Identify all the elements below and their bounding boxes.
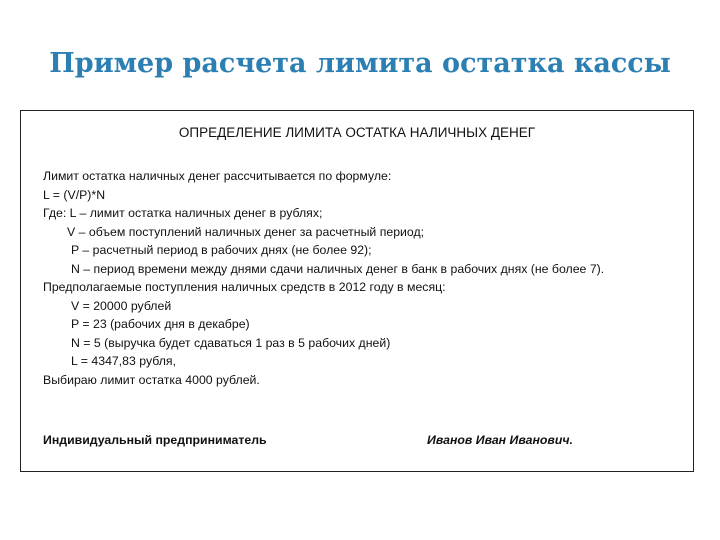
document-heading: ОПРЕДЕЛЕНИЕ ЛИМИТА ОСТАТКА НАЛИЧНЫХ ДЕНЕГ xyxy=(178,125,536,140)
value-v: V = 20000 рублей xyxy=(71,298,172,313)
formula-intro: Лимит остатка наличных денег рассчитывается по формуле: xyxy=(43,169,392,183)
signature-name: Иванов Иван Иванович. xyxy=(427,433,573,447)
definition-p: P – расчетный период в рабочих днях (не более 92); xyxy=(71,243,372,257)
signature-role: Индивидуальный предприниматель xyxy=(43,433,267,447)
slide-title: Пример расчета лимита остатка кассы xyxy=(49,48,671,79)
value-p: P = 23 (рабочих дня в декабре) xyxy=(71,317,250,331)
document-box xyxy=(20,110,694,472)
definition-v: V – объем поступлений наличных денег за расчетный период; xyxy=(67,224,425,239)
conclusion: Выбираю лимит остатка 4000 рублей. xyxy=(43,372,260,387)
definition-n-text: N – период времени между днями сдачи наличных денег в банк в рабочих днях (не более 7). xyxy=(71,261,605,276)
value-n: N = 5 (выручка будет сдаваться 1 раз в 5 рабочих дней) xyxy=(71,335,391,350)
document-body xyxy=(43,167,663,389)
definition-l: Где: L – лимит остатка наличных денег в рублях; xyxy=(43,206,323,220)
income-intro: Предполагаемые поступления наличных средств в 2012 году в месяц: xyxy=(43,280,446,294)
value-l: L = 4347,83 рубля, xyxy=(71,354,176,368)
definition-n xyxy=(43,260,663,279)
formula: L = (V/P)*N xyxy=(43,187,106,202)
